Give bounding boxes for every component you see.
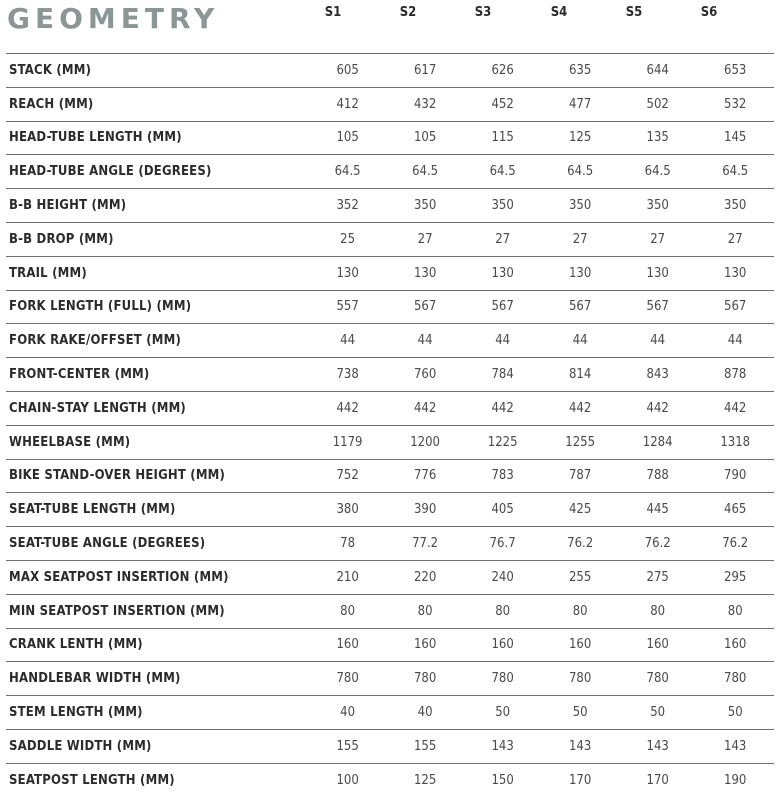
cell-value-s6: 532 [696, 87, 774, 121]
cell-value-s6: 160 [696, 628, 774, 662]
cell-value-s4: 143 [541, 729, 619, 763]
cell-value-s4: 125 [541, 121, 619, 155]
cell-value-s2: 40 [386, 696, 464, 730]
cell-value-s2: 350 [386, 189, 464, 223]
cell-value-s4: 425 [541, 493, 619, 527]
table-row [6, 459, 774, 493]
cell-value-s4: 635 [541, 54, 619, 88]
table-row [6, 256, 774, 290]
table-row [6, 189, 774, 223]
cell-value-s5: 442 [619, 391, 697, 425]
cell-value-s4: 50 [541, 696, 619, 730]
table-row [6, 155, 774, 189]
cell-value-s3: 115 [464, 121, 542, 155]
cell-value-s5: 567 [619, 290, 697, 324]
cell-value-s1: 210 [309, 560, 387, 594]
cell-value-s5: 44 [619, 324, 697, 358]
cell-value-s6: 295 [696, 560, 774, 594]
cell-value-s4: 442 [541, 391, 619, 425]
cell-value-s5: 76.2 [619, 527, 697, 561]
cell-value-s5: 445 [619, 493, 697, 527]
cell-value-s1: 155 [309, 729, 387, 763]
row-label: HEAD-TUBE ANGLE (DEGREES) [6, 155, 309, 189]
cell-value-s1: 1179 [309, 425, 387, 459]
cell-value-s6: 780 [696, 662, 774, 696]
row-label: MIN SEATPOST INSERTION (MM) [6, 594, 309, 628]
table-row [6, 54, 774, 88]
table-row [6, 560, 774, 594]
cell-value-s2: 432 [386, 87, 464, 121]
cell-value-s2: 1200 [386, 425, 464, 459]
row-label: MAX SEATPOST INSERTION (MM) [6, 560, 309, 594]
cell-value-s1: 352 [309, 189, 387, 223]
cell-value-s4: 76.2 [541, 527, 619, 561]
cell-value-s4: 787 [541, 459, 619, 493]
cell-value-s5: 1284 [619, 425, 697, 459]
cell-value-s2: 130 [386, 256, 464, 290]
row-label: BIKE STAND-OVER HEIGHT (MM) [6, 459, 309, 493]
row-label: REACH (MM) [6, 87, 309, 121]
cell-value-s4: 170 [541, 763, 619, 797]
cell-value-s5: 130 [619, 256, 697, 290]
cell-value-s3: 143 [464, 729, 542, 763]
cell-value-s6: 878 [696, 358, 774, 392]
cell-value-s2: 567 [386, 290, 464, 324]
geometry-table-body [6, 54, 774, 798]
cell-value-s1: 78 [309, 527, 387, 561]
cell-value-s6: 653 [696, 54, 774, 88]
cell-value-s1: 80 [309, 594, 387, 628]
cell-value-s5: 170 [619, 763, 697, 797]
cell-value-s5: 64.5 [619, 155, 697, 189]
table-row [6, 290, 774, 324]
cell-value-s1: 780 [309, 662, 387, 696]
cell-value-s6: 76.2 [696, 527, 774, 561]
row-label: FORK LENGTH (FULL) (MM) [6, 290, 309, 324]
cell-value-s3: 44 [464, 324, 542, 358]
cell-value-s3: 76.7 [464, 527, 542, 561]
cell-value-s4: 44 [541, 324, 619, 358]
cell-value-s5: 780 [619, 662, 697, 696]
table-row [6, 594, 774, 628]
cell-value-s4: 130 [541, 256, 619, 290]
cell-value-s6: 50 [696, 696, 774, 730]
cell-value-s1: 557 [309, 290, 387, 324]
cell-value-s2: 77.2 [386, 527, 464, 561]
cell-value-s1: 442 [309, 391, 387, 425]
row-label: FRONT-CENTER (MM) [6, 358, 309, 392]
cell-value-s6: 1318 [696, 425, 774, 459]
table-row [6, 425, 774, 459]
cell-value-s3: 64.5 [464, 155, 542, 189]
cell-value-s3: 783 [464, 459, 542, 493]
cell-value-s1: 380 [309, 493, 387, 527]
row-label: STEM LENGTH (MM) [6, 696, 309, 730]
cell-value-s3: 780 [464, 662, 542, 696]
table-row [6, 696, 774, 730]
cell-value-s2: 617 [386, 54, 464, 88]
cell-value-s1: 738 [309, 358, 387, 392]
cell-value-s1: 605 [309, 54, 387, 88]
cell-value-s4: 255 [541, 560, 619, 594]
cell-value-s6: 130 [696, 256, 774, 290]
cell-value-s3: 452 [464, 87, 542, 121]
cell-value-s4: 567 [541, 290, 619, 324]
cell-value-s2: 390 [386, 493, 464, 527]
cell-value-s3: 784 [464, 358, 542, 392]
cell-value-s1: 160 [309, 628, 387, 662]
row-label: FORK RAKE/OFFSET (MM) [6, 324, 309, 358]
cell-value-s5: 160 [619, 628, 697, 662]
row-label: CHAIN-STAY LENGTH (MM) [6, 391, 309, 425]
cell-value-s3: 442 [464, 391, 542, 425]
cell-value-s3: 1225 [464, 425, 542, 459]
cell-value-s3: 567 [464, 290, 542, 324]
table-row [6, 493, 774, 527]
cell-value-s4: 350 [541, 189, 619, 223]
cell-value-s5: 80 [619, 594, 697, 628]
cell-value-s3: 626 [464, 54, 542, 88]
row-label: HANDLEBAR WIDTH (MM) [6, 662, 309, 696]
table-row [6, 121, 774, 155]
row-label: B-B DROP (MM) [6, 222, 309, 256]
cell-value-s4: 64.5 [541, 155, 619, 189]
cell-value-s5: 502 [619, 87, 697, 121]
cell-value-s2: 760 [386, 358, 464, 392]
row-label: HEAD-TUBE LENGTH (MM) [6, 121, 309, 155]
cell-value-s4: 1255 [541, 425, 619, 459]
cell-value-s3: 27 [464, 222, 542, 256]
cell-value-s2: 125 [386, 763, 464, 797]
cell-value-s4: 780 [541, 662, 619, 696]
cell-value-s5: 843 [619, 358, 697, 392]
geometry-table [6, 53, 774, 797]
cell-value-s6: 64.5 [696, 155, 774, 189]
row-label: TRAIL (MM) [6, 256, 309, 290]
cell-value-s6: 27 [696, 222, 774, 256]
cell-value-s4: 160 [541, 628, 619, 662]
cell-value-s5: 275 [619, 560, 697, 594]
row-label: SADDLE WIDTH (MM) [6, 729, 309, 763]
cell-value-s2: 64.5 [386, 155, 464, 189]
cell-value-s2: 780 [386, 662, 464, 696]
cell-value-s2: 44 [386, 324, 464, 358]
cell-value-s6: 80 [696, 594, 774, 628]
cell-value-s6: 145 [696, 121, 774, 155]
cell-value-s2: 160 [386, 628, 464, 662]
cell-value-s2: 27 [386, 222, 464, 256]
table-row [6, 628, 774, 662]
cell-value-s6: 465 [696, 493, 774, 527]
cell-value-s1: 412 [309, 87, 387, 121]
cell-value-s6: 442 [696, 391, 774, 425]
cell-value-s6: 143 [696, 729, 774, 763]
cell-value-s6: 567 [696, 290, 774, 324]
cell-value-s3: 80 [464, 594, 542, 628]
table-row [6, 662, 774, 696]
cell-value-s5: 143 [619, 729, 697, 763]
row-label: WHEELBASE (MM) [6, 425, 309, 459]
row-label: SEAT-TUBE LENGTH (MM) [6, 493, 309, 527]
cell-value-s3: 350 [464, 189, 542, 223]
size-header-s6: S6 [700, 5, 718, 20]
row-label: SEATPOST LENGTH (MM) [6, 763, 309, 797]
cell-value-s3: 405 [464, 493, 542, 527]
table-row [6, 324, 774, 358]
table-row [6, 358, 774, 392]
cell-value-s6: 44 [696, 324, 774, 358]
cell-value-s4: 80 [541, 594, 619, 628]
cell-value-s2: 80 [386, 594, 464, 628]
row-label: SEAT-TUBE ANGLE (DEGREES) [6, 527, 309, 561]
cell-value-s5: 644 [619, 54, 697, 88]
cell-value-s2: 220 [386, 560, 464, 594]
size-header-s5: S5 [625, 5, 643, 20]
cell-value-s5: 50 [619, 696, 697, 730]
cell-value-s4: 814 [541, 358, 619, 392]
cell-value-s5: 788 [619, 459, 697, 493]
cell-value-s5: 135 [619, 121, 697, 155]
row-label: CRANK LENTH (MM) [6, 628, 309, 662]
cell-value-s3: 50 [464, 696, 542, 730]
cell-value-s1: 752 [309, 459, 387, 493]
table-row [6, 391, 774, 425]
page-title: GEOMETRY [7, 2, 220, 35]
row-label: B-B HEIGHT (MM) [6, 189, 309, 223]
size-header-s2: S2 [399, 5, 417, 20]
cell-value-s6: 190 [696, 763, 774, 797]
cell-value-s5: 27 [619, 222, 697, 256]
cell-value-s3: 130 [464, 256, 542, 290]
cell-value-s1: 100 [309, 763, 387, 797]
cell-value-s6: 350 [696, 189, 774, 223]
cell-value-s1: 64.5 [309, 155, 387, 189]
cell-value-s2: 155 [386, 729, 464, 763]
table-row [6, 763, 774, 797]
cell-value-s1: 130 [309, 256, 387, 290]
cell-value-s4: 27 [541, 222, 619, 256]
cell-value-s1: 25 [309, 222, 387, 256]
table-row [6, 527, 774, 561]
cell-value-s2: 442 [386, 391, 464, 425]
cell-value-s6: 790 [696, 459, 774, 493]
size-header-s3: S3 [474, 5, 492, 20]
cell-value-s1: 40 [309, 696, 387, 730]
table-row [6, 729, 774, 763]
size-header-s1: S1 [324, 5, 342, 20]
cell-value-s5: 350 [619, 189, 697, 223]
cell-value-s1: 44 [309, 324, 387, 358]
cell-value-s3: 160 [464, 628, 542, 662]
cell-value-s3: 150 [464, 763, 542, 797]
table-row [6, 87, 774, 121]
cell-value-s2: 776 [386, 459, 464, 493]
cell-value-s1: 105 [309, 121, 387, 155]
size-header-s4: S4 [550, 5, 568, 20]
cell-value-s4: 477 [541, 87, 619, 121]
row-label: STACK (MM) [6, 54, 309, 88]
cell-value-s2: 105 [386, 121, 464, 155]
table-row [6, 222, 774, 256]
cell-value-s3: 240 [464, 560, 542, 594]
